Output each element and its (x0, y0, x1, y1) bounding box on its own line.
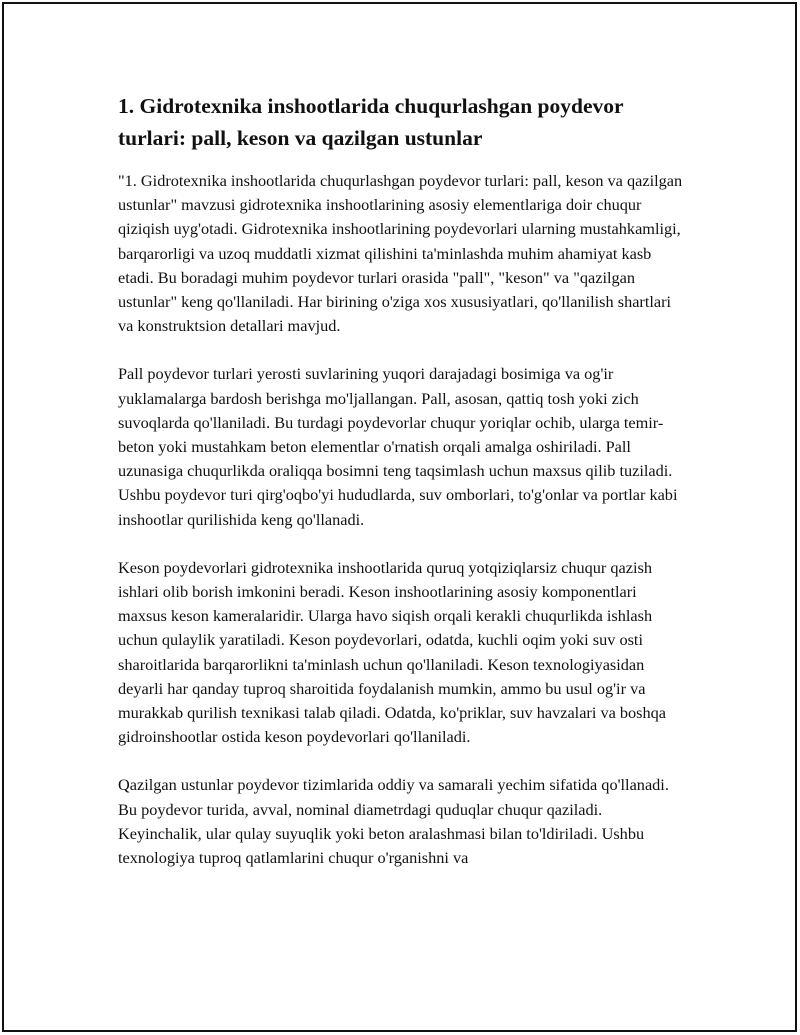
document-body (118, 90, 688, 870)
paragraph-intro: "1. Gidrotexnika inshootlarida chuqurlashgan poydevor turlari: pall, keson va qazilgan ustunlar" mavzusi gidrotexnika inshootlarining asosiy elementlariga doir chuqur qiziqish uyg'otadi. Gidrotexnika inshootlarining poydevorlari ularning mustahkamligi, barqarorligi va uzoq muddatli xizmat qilishini ta'minlashda muhim ahamiyat kasb etadi. Bu boradagi muhim poydevor turlari orasida "pall", "keson" va "qazilgan ustunlar" keng qo'llaniladi. Har birining o'ziga xos xususiyatlari, qo'llanilish shartlari va konstruktsion detallari mavjud. (118, 171, 683, 336)
document-title: 1. Gidrotexnika inshootlarida chuqurlashgan poydevor turlari: pall, keson va qazilgan ustunlar (118, 94, 624, 150)
paragraph-qazilgan-ustunlar: Qazilgan ustunlar poydevor tizimlarida oddiy va samarali yechim sifatida qo'llanadi. Bu poydevor turida, avval, nominal diametrdagi quduqlar chuqur qaziladi. Keyinchalik, ular qulay suyuqlik yoki beton aralashmasi bilan to'ldiriladi. Ushbu texnologiya tuproq qatlamlarini chuqur o'rganishni va (118, 775, 669, 868)
paragraph-pall: Pall poydevor turlari yerosti suvlarining yuqori darajadagi bosimiga va og'ir yuklamalarga bardosh berishga mo'ljallangan. Pall, asosan, qattiq tosh yoki zich suvoqlarda qo'llaniladi. Bu turdagi poydevorlar chuqur yoriqlar ochib, ularga temir-beton yoki mustahkam beton elementlar o'rnatish orqali amalga oshiriladi. Pall uzunasiga chuqurlikda oraliqqa bosimni teng taqsimlash uchun maxsus qilib tuziladi. Ushbu poydevor turi qirg'oqbo'yi hududlarda, suv omborlari, to'g'onlar va portlar kabi inshootlar qurilishida keng qo'llanadi. (118, 364, 678, 529)
paragraph-keson: Keson poydevorlari gidrotexnika inshootlarida quruq yotqiziqlarsiz chuqur qazish ishlari olib borish imkonini beradi. Keson inshootlarining asosiy komponentlari maxsus keson kameralaridir. Ularga havo siqish orqali kerakli chuqurlikda ishlash uchun qulaylik yaratiladi. Keson poydevorlari, odatda, kuchli oqim yoki suv osti sharoitlarida barqarorlikni ta'minlash uchun qo'llaniladi. Keson texnologiyasidan deyarli har qanday tuproq sharoitida foydalanish mumkin, ammo bu usul og'ir va murakkab qurilish texnikasi talab qiladi. Odatda, ko'priklar, suv havzalari va boshqa gidroinshootlar ostida keson poydevorlari qo'llaniladi. (118, 557, 667, 747)
